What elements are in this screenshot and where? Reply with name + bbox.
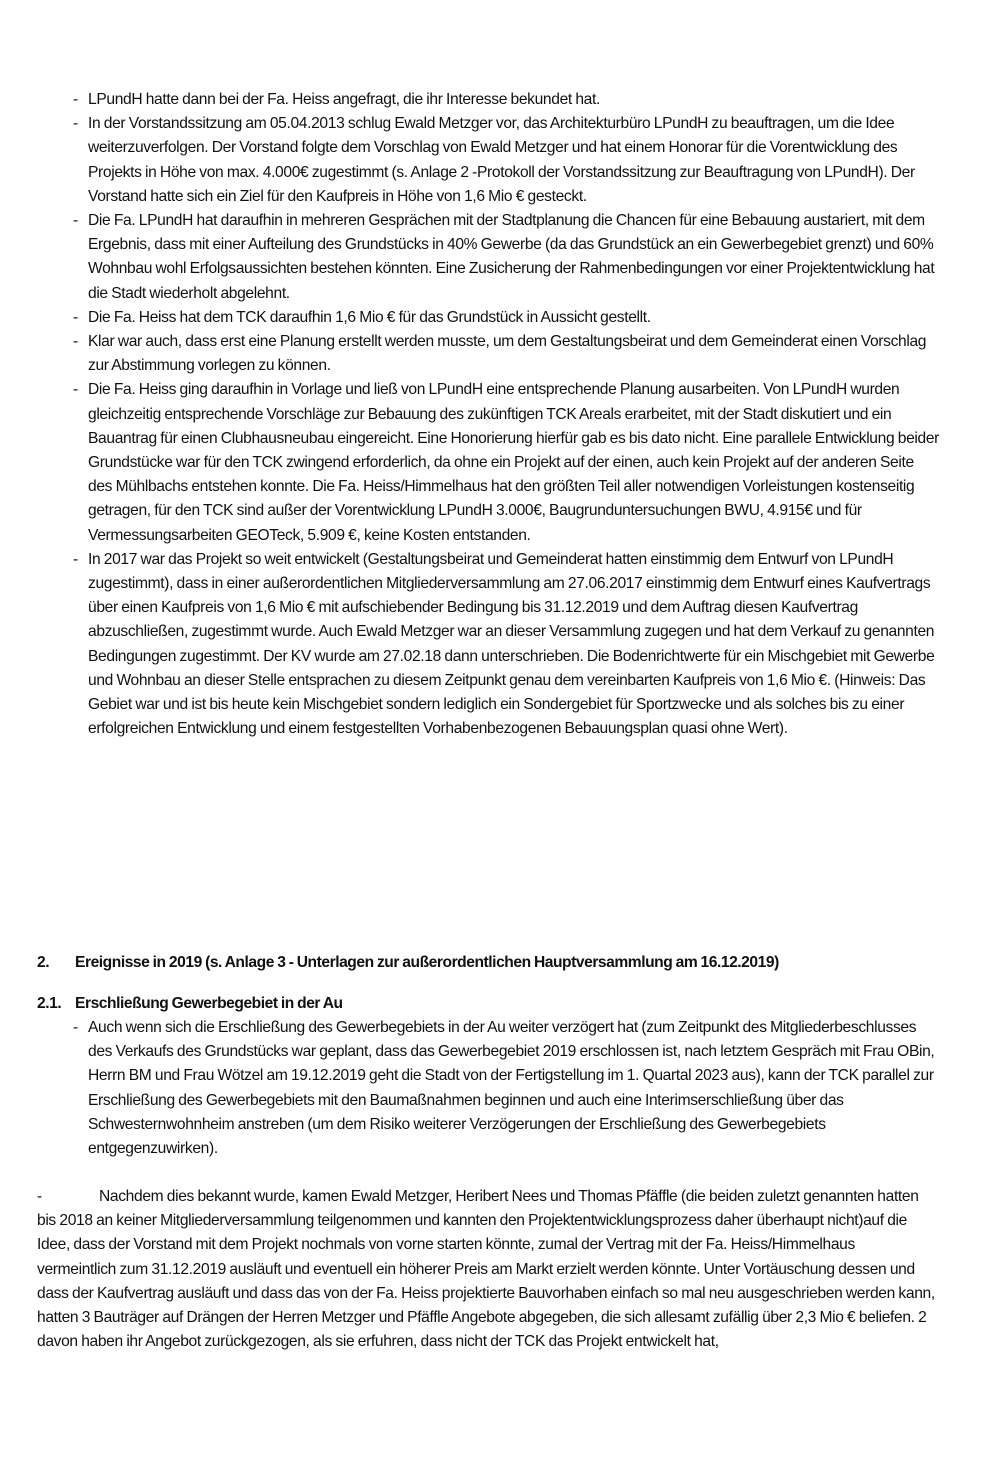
list-item-text: In 2017 war das Projekt so weit entwickelt (Gestaltungsbeirat und Gemeinderat hatten einstimmig dem Entwurf von LPundH zugestimmt), dass in einer außerordentlichen Mitgliederversammlung am 27.06.2017 einstimmig dem Entwurf eines Kaufvertrags über einen Kaufpreis von 1,6 Mio € mit aufschiebender Bedingung bis 31.12.2019 und dem Auftrag diesen Kaufvertrag abzuschließen, zugestimmt wurde. Auch Ewald Metzger war an dieser Versammlung zugegen und hat dem Verkauf zu genannten Bedingungen zugestimmt. Der KV wurde am 27.02.18 dann unterschrieben. Die Bodenrichtwerte für ein Mischgebiet mit Gewerbe und Wohnbau an dieser Stelle entsprachen zu diesem Zeitpunkt genau dem vereinbarten Kaufpreis von 1,6 Mio €. (Hinweis: Das Gebiet war und ist bis heute kein Mischgebiet sondern lediglich ein Sondergebiet für Sportzwecke und als solches bis zu einer erfolgreichen Entwicklung und einem festgestellten Vorhabenbezogenen Bebauungsplan quasi ohne Wert). [88,550,935,738]
list-item-text: Die Fa. Heiss hat dem TCK daraufhin 1,6 Mio € für das Grundstück in Aussicht gestellt. [88,308,651,326]
section2-1-bullet-list [73,1016,941,1161]
list-item [73,548,941,742]
section-2-number: 2. [37,954,50,971]
section-2-1-number: 2.1. [37,995,62,1012]
bullet-dash: - [73,115,78,133]
list-item-text: LPundH hatte dann bei der Fa. Heiss angefragt, die ihr Interesse bekundet hat. [88,91,600,108]
bullet-dash: - [73,550,78,568]
list-item [73,1016,941,1161]
section-2-heading [37,951,991,975]
paragraph-text: Nachdem dies bekannt wurde, kamen Ewald Metzger, Heribert Nees und Thomas Pfäffle (die beiden zuletzt genannten hatten bis 2018 an keiner Mitgliederversammlung teilgenommen und kannten den Projektentwicklungsprozess daher überhaupt nicht)auf die Idee, dass der Vorstand mit dem Projekt nochmals von vorne starten könnte, zumal der Vertrag mit der Fa. Heiss/Himmelhaus vermeintlich zum 31.12.2019 ausläuft und eventuell ein höherer Preis am Markt erzielt werden könnte. Unter Vortäuschung dessen und dass der Kaufvertrag ausläuft und dass das von der Fa. Heiss projektierte Bauvorhaben einfach so mal neu ausgeschrieben werden kann, hatten 3 Bauträger auf Drängen der Herren Metzger und Pfäffle Angebote abgegeben, die sich allesamt zufällig über 2,3 Mio € beliefen. 2 davon haben ihr Angebot zurückgezogen, als sie erfuhren, dass nicht der TCK das Projekt entwickelt hat, [37,1188,935,1351]
list-item [73,112,941,209]
bullet-dash: - [73,333,78,351]
list-item-text: In der Vorstandssitzung am 05.04.2013 schlug Ewald Metzger vor, das Architekturbüro LPundH zu beauftragen, um die Idee weiterzuverfolgen. Der Vorstand folgte dem Vorschlag von Ewald Metzger und hat einem Honorar für die Vorentwicklung des Projekts in Höhe von max. 4.000€ zugestimmt (s. Anlage 2 -Protokoll der Vorstandssitzung zur Beauftragung von LPundH). Der Vorstand hatte sich ein Ziel für den Kaufpreis in Höhe von 1,6 Mio € gesteckt. [88,115,915,205]
section-2-1-heading [37,992,975,1016]
list-item-text: Klar war auch, dass erst eine Planung erstellt werden musste, um dem Gestaltungsbeirat und dem Gemeinderat einen Vorschlag zur Abstimmung vorlegen zu können. [88,333,927,375]
bullet-dash: - [73,381,78,399]
list-item-text: Die Fa. Heiss ging daraufhin in Vorlage und ließ von LPundH eine entsprechende Planung ausarbeiten. Von LPundH wurden gleichzeitig entsprechende Vorschläge zur Bebauung des zukünftigen TCK Areals erarbeitet, mit der Stadt diskutiert und ein Bauantrag für einen Clubhausneubau eingereicht. Eine Honorierung hierfür gab es bis dato nicht. Eine parallele Entwicklung beider Grundstücke war für den TCK zwingend erforderlich, da ohne ein Projekt auf der einen, auch kein Projekt auf der anderen Seite des Mühlbachs entstehen konnte. Die Fa. Heiss/Himmelhaus hat den größten Teil aller notwendigen Vorleistungen kostenseitig getragen, für den TCK sind außer der Vorentwicklung LPundH 3.000€, Baugrunduntersuchungen BWU, 4.915€ und für Vermessungsarbeiten GEOTeck, 5.909 €, keine Kosten entstanden. [88,381,940,544]
list-item-text: Auch wenn sich die Erschließung des Gewerbegebiets in der Au weiter verzögert hat (zum Zeitpunkt des Mitgliederbeschlusses des Verkaufs des Grundstücks war geplant, dass das Gewerbegebiet 2019 erschlossen ist, nach letztem Gespräch mit Frau OBin, Herrn BM und Frau Wötzel am 19.12.2019 geht die Stadt von der Fertigstellung im 1. Quartal 2023 aus), kann der TCK parallel zur Erschließung des Gewerbegebiets mit den Baumaßnahmen beginnen und auch eine Interimserschließung über das Schwesternwohnheim anstreben (um dem Risiko weiterer Verzögerungen der Erschließung des Gewerbegebiets entgegenzuwirken). [88,1019,935,1158]
list-item [73,306,941,330]
bullet-dash: - [73,212,78,230]
list-item [73,88,941,112]
section-2-1-title: Erschließung Gewerbegebiet in der Au [75,995,343,1012]
section-2-title: Ereignisse in 2019 (s. Anlage 3 - Unterlagen zur außerordentlichen Hauptversammlung am 16.12.2019) [75,954,779,971]
list-item [73,209,941,306]
paragraph-dash: - [37,1188,42,1205]
bullet-dash: - [73,91,78,108]
list-item-text: Die Fa. LPundH hat daraufhin in mehreren Gesprächen mit der Stadtplanung die Chancen für eine Bebauung austariert, mit dem Ergebnis, dass mit einer Aufteilung des Grundstücks in 40% Gewerbe (da das Grundstück an ein Gewerbegebiet grenzt) und 60% Wohnbau wohl Erfolgsaussichten bestehen könnten. Eine Zusicherung der Rahmenbedingungen vor einer Projektentwicklung hat die Stadt wiederholt abgelehnt. [88,212,935,302]
section1-bullet-list [73,88,941,741]
list-item [73,378,941,547]
list-item [73,330,941,378]
bullet-dash: - [73,308,78,326]
section2-1-paragraph [37,1185,937,1354]
bullet-dash: - [73,1019,78,1036]
